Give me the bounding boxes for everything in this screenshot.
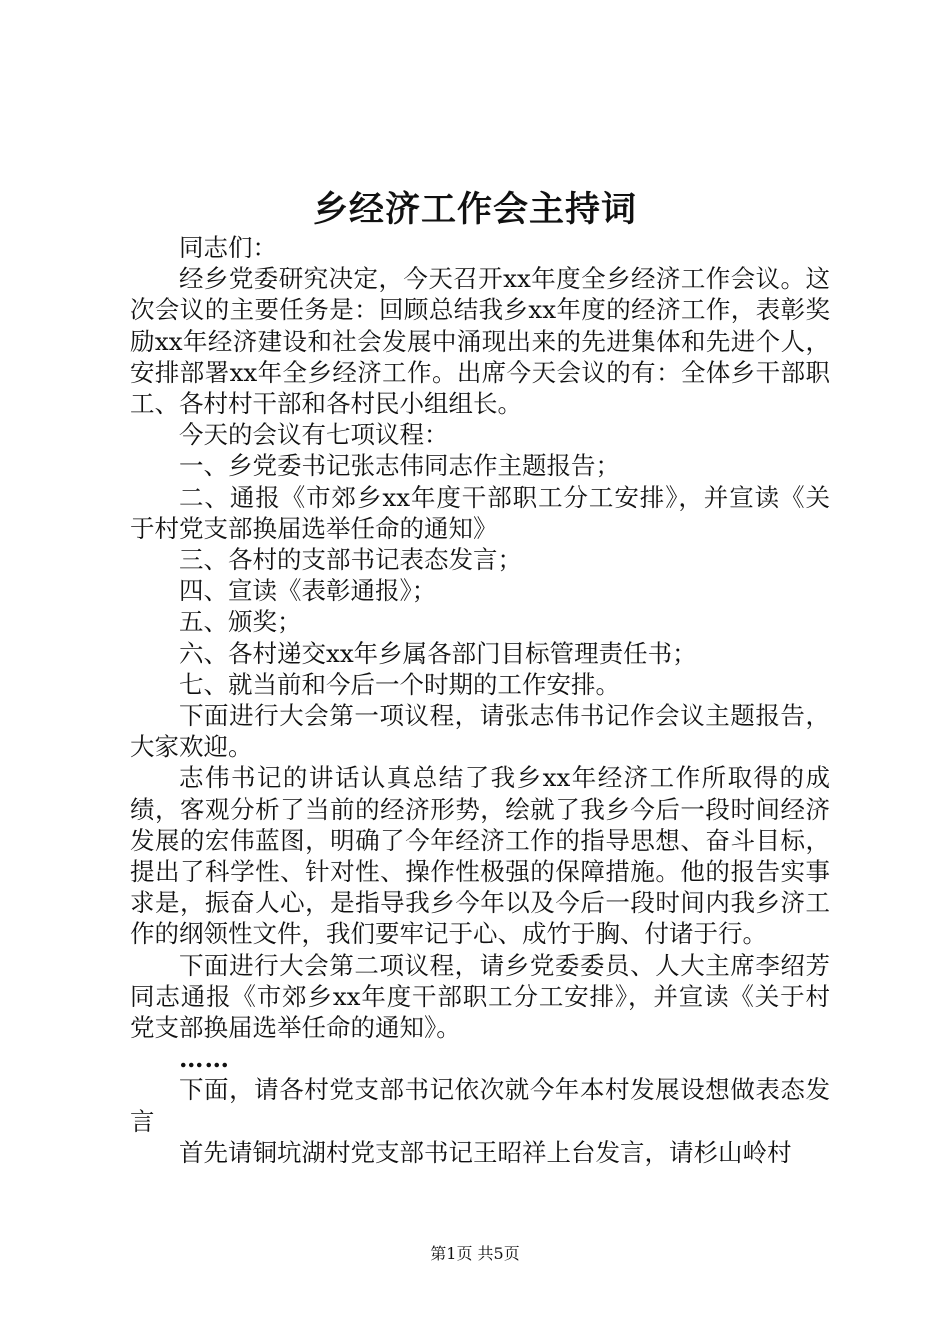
agenda-item-1: 一、乡党委书记张志伟同志作主题报告； [179,451,620,481]
paragraph-intro: 经乡党委研究决定，今天召开xx年度全乡经济工作会议。这次会议的主要任务是：回顾总结我乡xx年度的经济工作，表彰奖励xx年经济建设和社会发展中涌现出来的先进集体和先进个人，安排部署xx年全乡经济工作。出席今天会议的有：全体乡干部职工、各村村干部和各村民小组组长。 [130,264,830,419]
page-number: 第1页 共5页 [430,1244,520,1263]
paragraph-report-summary: 志伟书记的讲话认真总结了我乡xx年经济工作所取得的成绩，客观分析了当前的经济形势，绘就了我乡今后一段时间经济发展的宏伟蓝图，明确了今年经济工作的指导思想、奋斗目标，提出了科学性、针对性、操作性极强的保障措施。他的报告实事求是，振奋人心，是指导我乡今年以及今后一段时间内我乡济工作的纲领性文件，我们要牢记于心、成竹于胸、付诸于行。 [130,763,830,949]
paragraph-second-item: 下面进行大会第二项议程，请乡党委委员、人大主席李绍芳同志通报《市郊乡xx年度干部职工分工安排》，并宣读《关于村党支部换届选举任命的通知》。 [130,950,830,1043]
agenda-item-4: 四、宣读《表彰通报》； [179,576,437,606]
paragraph-first-speaker: 首先请铜坑湖村党支部书记王昭祥上台发言，请杉山岭村 [179,1137,792,1167]
agenda-item-2: 二、通报《市郊乡xx年度干部职工分工安排》，并宣读《关于村党支部换届选举任命的通知》 [130,482,830,543]
ellipsis: …… [179,1044,230,1074]
document-title: 乡经济工作会主持词 [312,189,637,230]
paragraph-first-item: 下面进行大会第一项议程，请张志伟书记作会议主题报告，大家欢迎。 [130,701,830,762]
paragraph-statements: 下面，请各村党支部书记依次就今年本村发展设想做表态发言 [130,1075,830,1136]
agenda-item-3: 三、各村的支部书记表态发言； [179,545,522,575]
paragraph-agenda-heading: 今天的会议有七项议程： [179,420,449,450]
agenda-item-5: 五、颁奖； [179,607,302,637]
agenda-item-6: 六、各村递交xx年乡属各部门目标管理责任书； [179,638,697,668]
document-body [130,232,830,1168]
salutation: 同志们： [179,233,277,262]
agenda-item-7: 七、就当前和今后一个时期的工作安排。 [179,669,620,699]
